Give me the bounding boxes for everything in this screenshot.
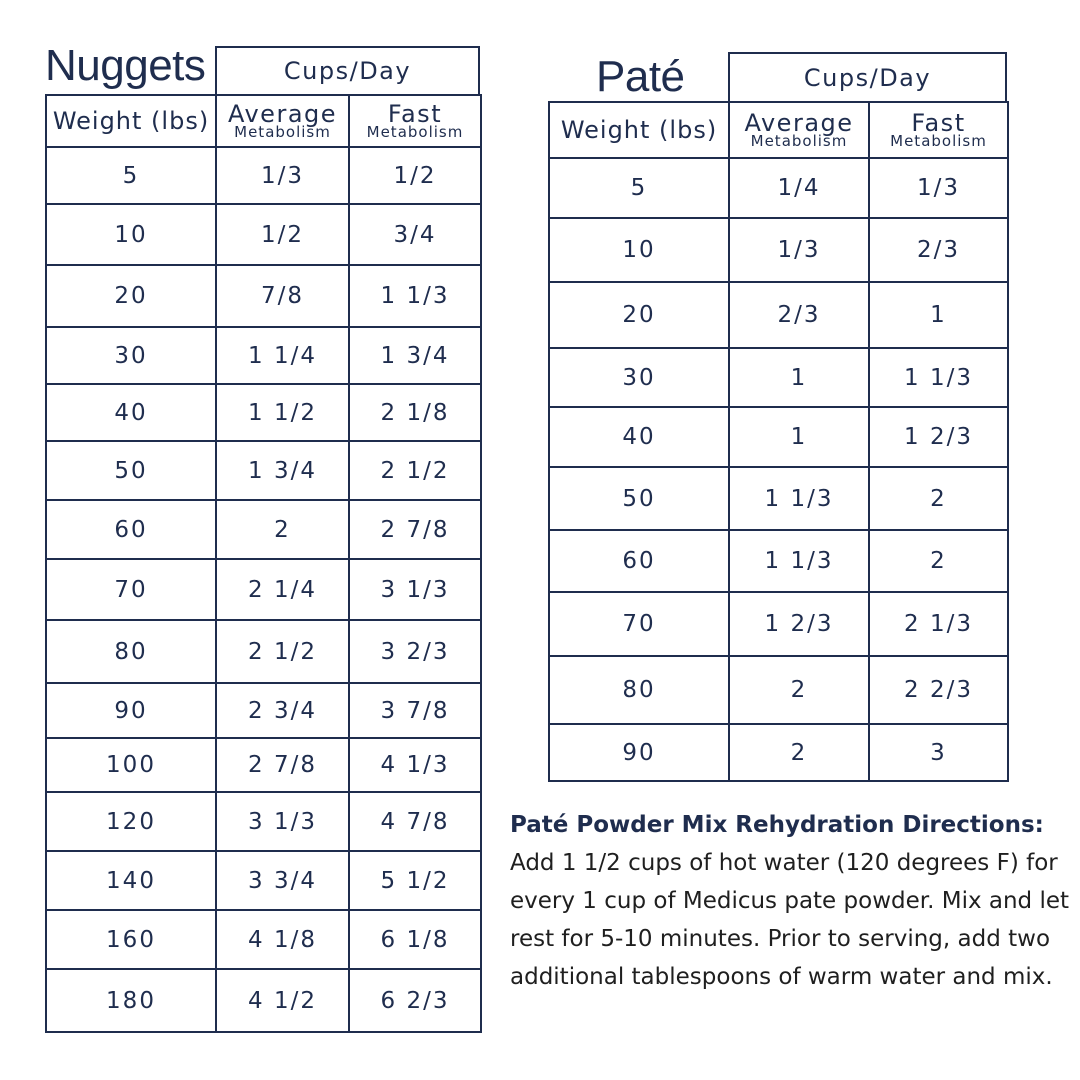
average-cell: 3 3/4 bbox=[216, 851, 349, 910]
table-row bbox=[549, 724, 1008, 781]
pate-fast-header: Fast Metabolism bbox=[869, 102, 1008, 158]
average-cell: 1 1/3 bbox=[729, 530, 869, 592]
fast-cell: 1/2 bbox=[349, 147, 481, 204]
pate-weight-header: Weight (lbs) bbox=[549, 102, 729, 158]
average-cell: 2 1/2 bbox=[216, 620, 349, 683]
table-row bbox=[549, 467, 1008, 530]
table-row bbox=[549, 218, 1008, 282]
table-row bbox=[549, 282, 1008, 348]
average-cell: 1 1/4 bbox=[216, 327, 349, 384]
weight-cell: 10 bbox=[46, 204, 216, 265]
table-row bbox=[549, 530, 1008, 592]
weight-cell: 90 bbox=[549, 724, 729, 781]
fast-cell: 3 7/8 bbox=[349, 683, 481, 738]
fast-cell: 3 2/3 bbox=[349, 620, 481, 683]
weight-cell: 80 bbox=[549, 656, 729, 724]
weight-cell: 10 bbox=[549, 218, 729, 282]
average-cell: 1/2 bbox=[216, 204, 349, 265]
average-cell: 2 bbox=[729, 656, 869, 724]
fast-cell: 6 1/8 bbox=[349, 910, 481, 969]
average-cell: 1 1/3 bbox=[729, 467, 869, 530]
average-cell: 2/3 bbox=[729, 282, 869, 348]
fast-cell: 1 3/4 bbox=[349, 327, 481, 384]
table-row bbox=[46, 147, 481, 204]
weight-cell: 40 bbox=[46, 384, 216, 441]
directions-body: Add 1 1/2 cups of hot water (120 degrees F) for every 1 cup of Medicus pate powder. Mix and let rest for 5-10 minutes. Prior to serving, add two additional tablespoons of warm water and mix. bbox=[510, 850, 1070, 990]
table-row bbox=[549, 592, 1008, 656]
fast-cell: 2 1/2 bbox=[349, 441, 481, 500]
weight-cell: 60 bbox=[46, 500, 216, 559]
average-cell: 1/3 bbox=[729, 218, 869, 282]
weight-cell: 5 bbox=[46, 147, 216, 204]
fast-cell: 2 bbox=[869, 467, 1008, 530]
average-cell: 7/8 bbox=[216, 265, 349, 327]
fast-cell: 1 bbox=[869, 282, 1008, 348]
table-row bbox=[46, 683, 481, 738]
average-cell: 2 3/4 bbox=[216, 683, 349, 738]
average-cell: 2 1/4 bbox=[216, 559, 349, 620]
nuggets-fast-header: Fast Metabolism bbox=[349, 95, 481, 147]
fast-cell: 1 1/3 bbox=[869, 348, 1008, 407]
nuggets-weight-header: Weight (lbs) bbox=[46, 95, 216, 147]
table-row bbox=[549, 158, 1008, 218]
average-cell: 1 2/3 bbox=[729, 592, 869, 656]
table-row bbox=[46, 969, 481, 1032]
fast-cell: 2 bbox=[869, 530, 1008, 592]
weight-cell: 90 bbox=[46, 683, 216, 738]
pate-table bbox=[548, 101, 1009, 782]
average-cell: 1/3 bbox=[216, 147, 349, 204]
average-cell: 1 bbox=[729, 348, 869, 407]
nuggets-title: Nuggets bbox=[45, 41, 206, 90]
fast-cell: 2/3 bbox=[869, 218, 1008, 282]
weight-cell: 140 bbox=[46, 851, 216, 910]
fast-cell: 5 1/2 bbox=[349, 851, 481, 910]
average-cell: 2 7/8 bbox=[216, 738, 349, 792]
table-row bbox=[46, 441, 481, 500]
weight-cell: 20 bbox=[46, 265, 216, 327]
nuggets-cups-per-day-header: Cups/Day bbox=[215, 46, 480, 96]
average-cell: 2 bbox=[729, 724, 869, 781]
table-row bbox=[46, 500, 481, 559]
table-row bbox=[46, 738, 481, 792]
weight-cell: 20 bbox=[549, 282, 729, 348]
average-cell: 4 1/8 bbox=[216, 910, 349, 969]
weight-cell: 120 bbox=[46, 792, 216, 851]
pate-title: Paté bbox=[596, 52, 685, 101]
nuggets-table bbox=[45, 94, 482, 1033]
weight-cell: 30 bbox=[46, 327, 216, 384]
weight-cell: 180 bbox=[46, 969, 216, 1032]
fast-cell: 4 1/3 bbox=[349, 738, 481, 792]
table-row bbox=[46, 384, 481, 441]
table-row bbox=[46, 792, 481, 851]
fast-cell: 1 2/3 bbox=[869, 407, 1008, 467]
weight-cell: 160 bbox=[46, 910, 216, 969]
table-row bbox=[549, 656, 1008, 724]
fast-cell: 3 bbox=[869, 724, 1008, 781]
weight-cell: 50 bbox=[46, 441, 216, 500]
pate-cups-per-day-header: Cups/Day bbox=[728, 52, 1007, 103]
fast-cell: 3 1/3 bbox=[349, 559, 481, 620]
table-row bbox=[46, 910, 481, 969]
table-row bbox=[46, 204, 481, 265]
fast-cell: 2 2/3 bbox=[869, 656, 1008, 724]
table-row bbox=[549, 407, 1008, 467]
weight-cell: 30 bbox=[549, 348, 729, 407]
weight-cell: 100 bbox=[46, 738, 216, 792]
average-cell: 1 bbox=[729, 407, 869, 467]
fast-cell: 6 2/3 bbox=[349, 969, 481, 1032]
fast-cell: 2 7/8 bbox=[349, 500, 481, 559]
pate-average-header: Average Metabolism bbox=[729, 102, 869, 158]
average-cell: 4 1/2 bbox=[216, 969, 349, 1032]
fast-cell: 1/3 bbox=[869, 158, 1008, 218]
table-row bbox=[549, 348, 1008, 407]
directions-heading: Paté Powder Mix Rehydration Directions: bbox=[510, 812, 1044, 838]
fast-cell: 2 1/3 bbox=[869, 592, 1008, 656]
weight-cell: 70 bbox=[46, 559, 216, 620]
table-row bbox=[46, 327, 481, 384]
fast-cell: 4 7/8 bbox=[349, 792, 481, 851]
average-cell: 3 1/3 bbox=[216, 792, 349, 851]
weight-cell: 50 bbox=[549, 467, 729, 530]
weight-cell: 80 bbox=[46, 620, 216, 683]
fast-cell: 1 1/3 bbox=[349, 265, 481, 327]
table-row bbox=[46, 265, 481, 327]
weight-cell: 70 bbox=[549, 592, 729, 656]
table-row bbox=[46, 851, 481, 910]
average-cell: 1/4 bbox=[729, 158, 869, 218]
table-row bbox=[46, 620, 481, 683]
weight-cell: 40 bbox=[549, 407, 729, 467]
table-row bbox=[46, 559, 481, 620]
weight-cell: 5 bbox=[549, 158, 729, 218]
average-cell: 1 3/4 bbox=[216, 441, 349, 500]
fast-cell: 3/4 bbox=[349, 204, 481, 265]
fast-cell: 2 1/8 bbox=[349, 384, 481, 441]
average-cell: 1 1/2 bbox=[216, 384, 349, 441]
rehydration-directions bbox=[510, 806, 1070, 996]
weight-cell: 60 bbox=[549, 530, 729, 592]
average-cell: 2 bbox=[216, 500, 349, 559]
nuggets-average-header: Average Metabolism bbox=[216, 95, 349, 147]
